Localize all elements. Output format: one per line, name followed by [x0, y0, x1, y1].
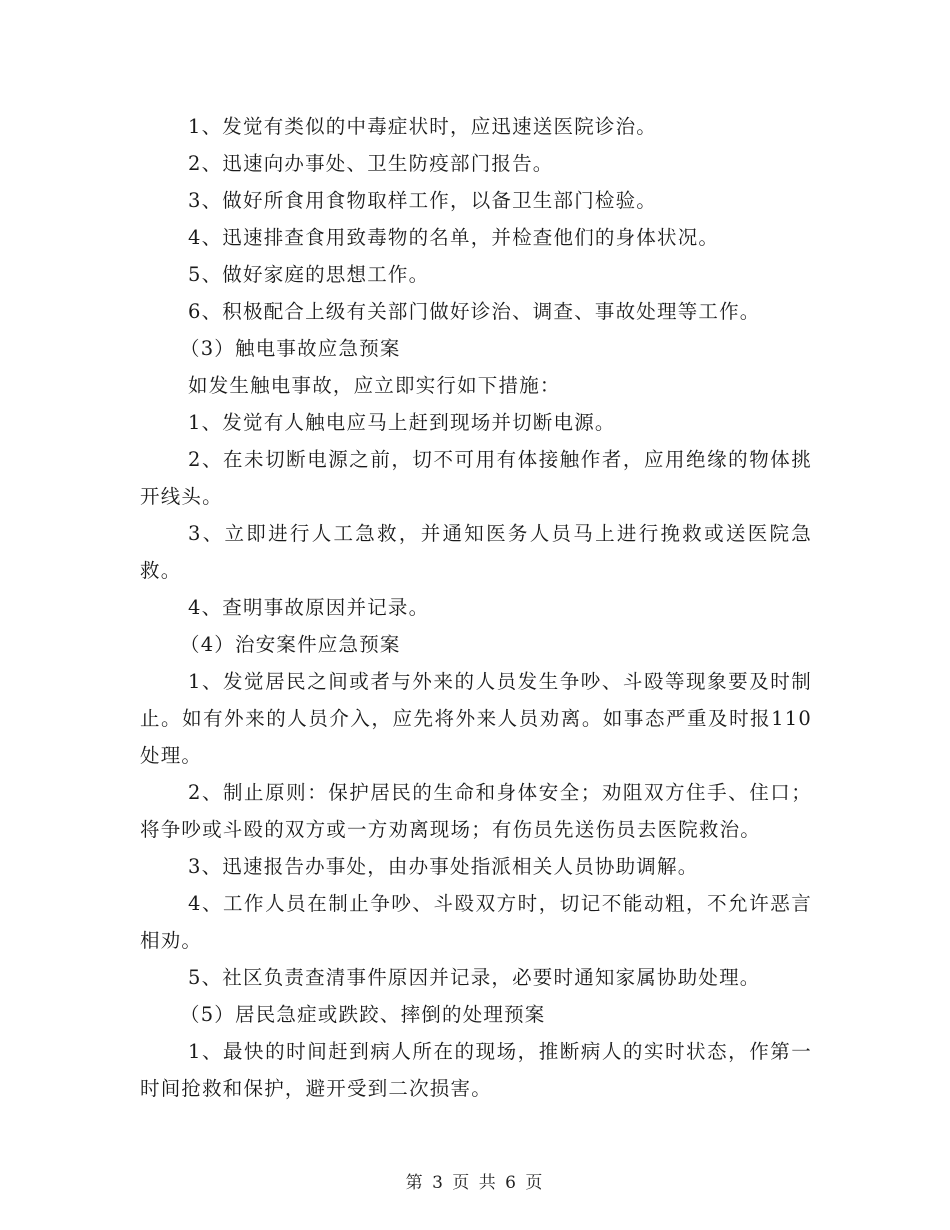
section-heading: （4）治安案件应急预案 — [180, 633, 401, 656]
paragraph: 1、发觉有人触电应马上赶到现场并切断电源。 — [188, 411, 616, 434]
paragraph: 1、发觉居民之间或者与外来的人员发生争吵、斗殴等现象要及时制止。如有外来的人员介入，应先将外来人员劝离。如事态严重及时报110处理。 — [140, 670, 812, 767]
paragraph: 3、立即进行人工急救，并通知医务人员马上进行挽救或送医院急救。 — [140, 522, 812, 582]
section-heading: （5）居民急症或跌跤、摔倒的处理预案 — [180, 1003, 546, 1026]
page-footer: 第 3 页 共 6 页 — [405, 1173, 545, 1193]
paragraph: 1、最快的时间赶到病人所在的现场，推断病人的实时状态，作第一时间抢救和保护，避开受到二次损害。 — [140, 1040, 812, 1100]
paragraph: 3、做好所食用食物取样工作，以备卫生部门检验。 — [188, 189, 658, 212]
paragraph: 5、社区负责查清事件原因并记录，必要时通知家属协助处理。 — [188, 966, 761, 989]
paragraph: 4、迅速排查食用致毒物的名单，并检查他们的身体状况。 — [188, 226, 720, 249]
paragraph: 1、发觉有类似的中毒症状时，应迅速送医院诊治。 — [188, 115, 658, 138]
paragraph: 5、做好家庭的思想工作。 — [188, 263, 430, 286]
paragraph: 4、查明事故原因并记录。 — [188, 596, 430, 619]
section-heading: （3）触电事故应急预案 — [180, 337, 401, 360]
paragraph: 2、制止原则：保护居民的生命和身体安全；劝阻双方住手、住口；将争吵或斗殴的双方或一方劝离现场；有伤员先送伤员去医院救治。 — [140, 781, 812, 841]
paragraph: 3、迅速报告办事处，由办事处指派相关人员协助调解。 — [188, 855, 699, 878]
paragraph: 2、在未切断电源之前，切不可用有体接触作者，应用绝缘的物体挑开线头。 — [140, 448, 812, 508]
paragraph: 4、工作人员在制止争吵、斗殴双方时，切记不能动粗，不允许恶言相劝。 — [140, 892, 812, 952]
document-body — [140, 108, 812, 1107]
paragraph: 6、积极配合上级有关部门做好诊治、调查、事故处理等工作。 — [188, 300, 761, 323]
paragraph: 2、迅速向办事处、卫生防疫部门报告。 — [188, 152, 554, 175]
paragraph: 如发生触电事故，应立即实行如下措施： — [188, 374, 561, 397]
